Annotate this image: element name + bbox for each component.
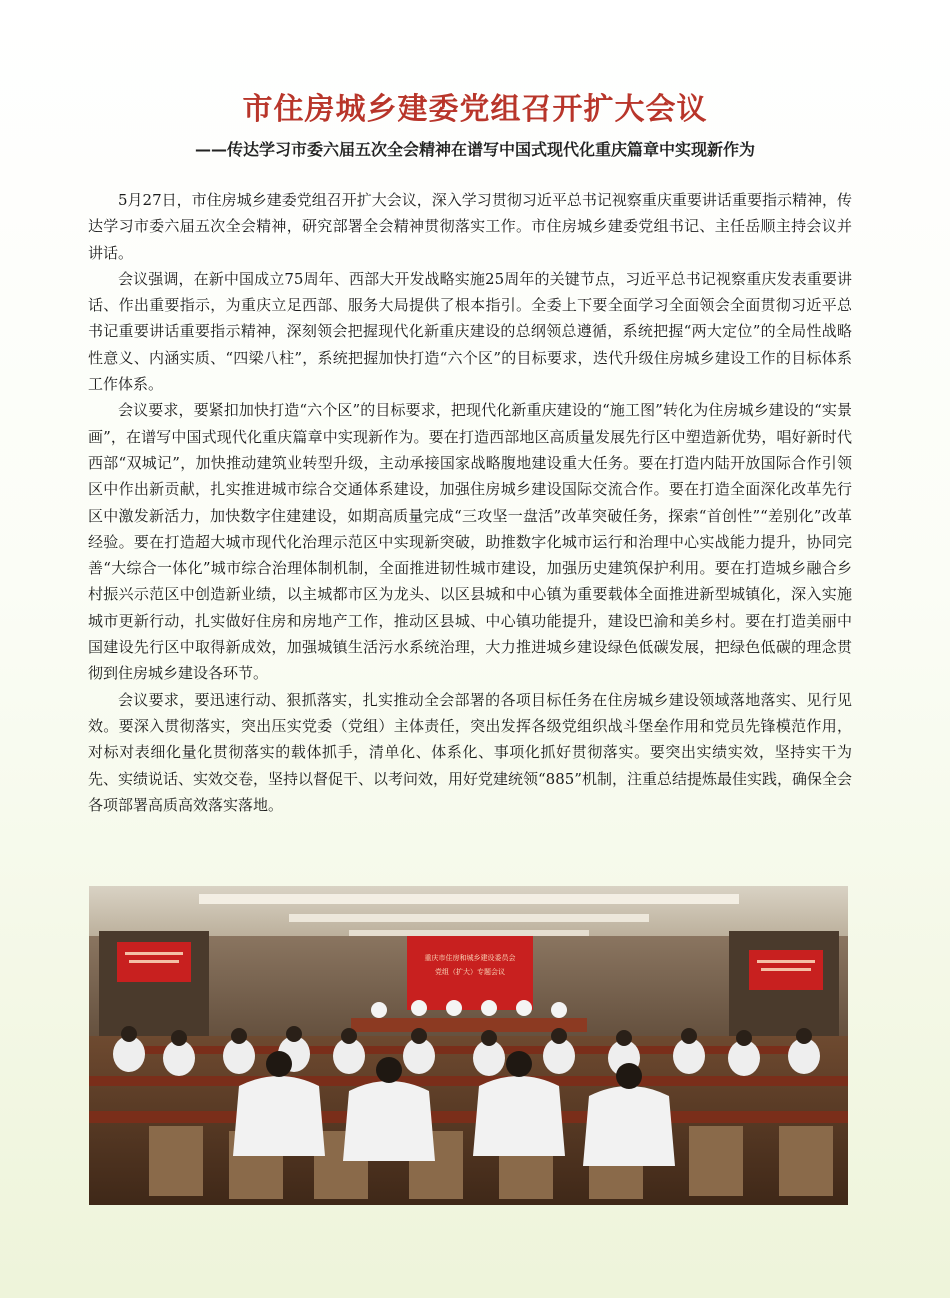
banner-line-1: 重庆市住房和城乡建设委员会	[424, 954, 516, 962]
article-title: 市住房城乡建委党组召开扩大会议	[242, 92, 708, 127]
article-subtitle: ——传达学习市委六届五次全会精神在谱写中国式现代化重庆篇章中实现新作为	[194, 140, 755, 159]
paragraph-2: 会议强调，在新中国成立75周年、西部大开发战略实施25周年的关键节点，习近平总书记视察重庆发表重要讲话、作出重要指示，为重庆立足西部、服务大局提供了根本指引。全委上下要全面学习全面领会全面贯彻习近平总书记重要讲话重要指示精神，深刻领会把握现代化新重庆建设的总纲领总遵循，系统把握“两大定位”的全局性战略性意义、内涵实质、“四梁八柱”，系统把握加快打造“六个区”的目标要求，迭代升级住房城乡建设工作的目标体系工作体系。	[88, 269, 852, 394]
meeting-photo	[89, 886, 848, 1205]
article-body	[88, 187, 852, 818]
paragraph-1: 5月27日，市住房城乡建委党组召开扩大会议，深入学习贯彻习近平总书记视察重庆重要讲话重要指示精神，传达学习市委六届五次全会精神，研究部署全会精神贯彻落实工作。市住房城乡建委党组书记、主任岳顺主持会议并讲话。	[88, 191, 852, 262]
paragraph-4: 会议要求，要迅速行动、狠抓落实，扎实推动全会部署的各项目标任务在住房城乡建设领域落地落实、见行见效。要深入贯彻落实，突出压实党委（党组）主体责任，突出发挥各级党组织战斗堡垒作用和党员先锋模范作用，对标对表细化量化贯彻落实的载体抓手，清单化、体系化、事项化抓好贯彻落实。要突出实绩实效，坚持实干为先、实绩说话、实效交卷，坚持以督促干、以考问效，用好党建统领“885”机制，注重总结提炼最佳实践，确保全会各项部署高质高效落实落地。	[88, 690, 852, 814]
banner-line-2: 党组（扩大）专题会议	[435, 968, 505, 976]
paragraph-3: 会议要求，要紧扣加快打造“六个区”的目标要求，把现代化新重庆建设的“施工图”转化为住房城乡建设的“实景画”，在谱写中国式现代化重庆篇章中实现新作为。要在打造西部地区高质量发展先行区中塑造新优势，唱好新时代西部“双城记”，加快推动建筑业转型升级，主动承接国家战略腹地建设重大任务。要在打造内陆开放国际合作引领区中作出新贡献，扎实推进城市综合交通体系建设，加强住房城乡建设国际交流合作。要在打造全面深化改革先行区中激发新活力，加快数字住建建设，如期高质量完成“三攻坚一盘活”改革突破任务，探索“首创性”“差别化”改革经验。要在打造超大城市现代化治理示范区中实现新突破，助推数字化城市运行和治理中心实战能力提升，协同完善“大综合一体化”城市综合治理体制机制，全面推进韧性城市建设，加强历史建筑保护利用。要在打造城乡融合乡村振兴示范区中创造新业绩，以主城都市区为龙头、以区县城和中心镇为重要载体全面推进新型城镇化，深入实施城市更新行动，扎实做好住房和房地产工作，推动区县城、中心镇功能提升，建设巴渝和美乡村。要在打造美丽中国建设先行区中取得新成效，加强城镇生活污水系统治理，大力推进城乡建设绿色低碳发展，把绿色低碳的理念贯彻到住房城乡建设各环节。	[88, 401, 852, 683]
